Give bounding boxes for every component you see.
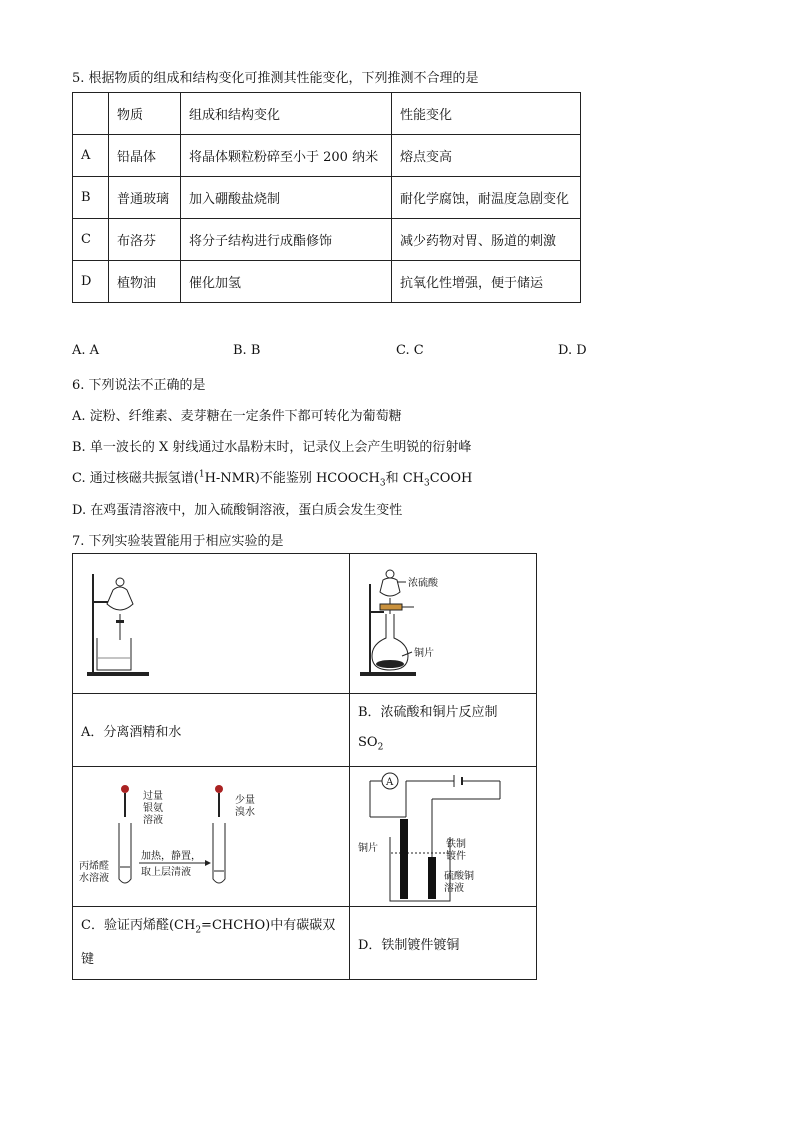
q7-option-a[interactable]: A．分离酒精和水 <box>73 694 350 767</box>
q5-stem: 5. 根据物质的组成和结构变化可推测其性能变化，下列推测不合理的是 <box>72 71 479 86</box>
table-cell: C <box>73 219 109 261</box>
table-header-cell: 性能变化 <box>392 93 581 135</box>
table-cell: 普通玻璃 <box>109 177 181 219</box>
table-cell: 耐化学腐蚀，耐温度急剧变化 <box>392 177 581 219</box>
q6-stem: 6. 下列说法不正确的是 <box>72 378 206 393</box>
q6-c-text: 和 CH <box>385 471 425 486</box>
table-cell: D <box>73 261 109 303</box>
table-cell: 加入硼酸盐烧制 <box>181 177 392 219</box>
q7-stem: 7. 下列实验装置能用于相应实验的是 <box>72 534 284 549</box>
fig-d-cu: 铜片 <box>358 843 378 854</box>
table-row <box>73 177 581 219</box>
table-header-cell: 物质 <box>109 93 181 135</box>
table-row <box>73 261 581 303</box>
table-header-cell <box>73 93 109 135</box>
q7-figure-a-cell <box>73 554 350 694</box>
electroplating-figure <box>350 767 536 902</box>
fig-c-l2: 银氨 <box>143 803 163 814</box>
fig-c-b1: 丙烯醛 <box>79 861 109 872</box>
q7-figure-c-cell <box>73 767 350 907</box>
fig-c-a1: 加热，静置， <box>141 851 201 862</box>
q6-c-text: COOH <box>429 471 473 486</box>
fig-d-fe2: 镀件 <box>446 851 466 862</box>
q5-option-d[interactable]: D. D <box>558 343 587 358</box>
table-cell: 抗氧化性增强，便于储运 <box>392 261 581 303</box>
fig-c-r1: 少量 <box>235 795 255 806</box>
q7-table <box>72 553 537 980</box>
q5-option-a[interactable]: A. A <box>72 343 100 358</box>
table-row <box>73 219 581 261</box>
q7-figure-b-cell <box>350 554 537 694</box>
q7-c-line1 <box>81 911 341 946</box>
q6-c-sub: 3 <box>379 478 386 489</box>
table-cell: 将晶体颗粒粉碎至小于 200 纳米 <box>181 135 392 177</box>
fig-c-l1: 过量 <box>143 791 163 802</box>
q6-option-a[interactable]: A. 淀粉、纤维素、麦芽糖在一定条件下都可转化为葡萄糖 <box>72 409 402 424</box>
q7-c-text: =CHCHO)中有碳碳双 <box>201 917 336 933</box>
table-cell: 布洛芬 <box>109 219 181 261</box>
table-header-cell: 组成和结构变化 <box>181 93 392 135</box>
q6-c-sup: 1 <box>198 469 205 480</box>
q7-b-formula: SO <box>358 734 378 750</box>
fig-d-meter: A <box>386 777 394 788</box>
q5-option-b[interactable]: B. B <box>233 343 261 358</box>
q7-option-b[interactable] <box>350 694 537 767</box>
fig-b-acid-label: 浓硫酸 <box>408 578 438 589</box>
table-cell: 将分子结构进行成酯修饰 <box>181 219 392 261</box>
q7-c-sub: 2 <box>195 925 202 936</box>
q7-option-d[interactable]: D．铁制镀件镀铜 <box>350 907 537 980</box>
table-cell: 催化加氢 <box>181 261 392 303</box>
q5-table <box>72 92 581 303</box>
q6-option-c[interactable] <box>72 467 472 489</box>
q7-c-text: C．验证丙烯醛(CH <box>81 917 196 933</box>
fig-c-b2: 水溶液 <box>79 873 109 884</box>
table-cell: 熔点变高 <box>392 135 581 177</box>
table-cell: 铅晶体 <box>109 135 181 177</box>
fig-b-copper-label: 铜片 <box>414 648 434 659</box>
fig-d-fe1: 铁制 <box>446 839 466 850</box>
fig-c-r2: 溴水 <box>235 807 255 818</box>
table-cell: B <box>73 177 109 219</box>
table-header-row <box>73 93 581 135</box>
test-tube-figure <box>73 767 349 902</box>
table-cell: A <box>73 135 109 177</box>
q7-option-c[interactable] <box>73 907 350 980</box>
q7-b-sub: 2 <box>377 742 384 753</box>
fig-c-a2: 取上层清液 <box>141 867 191 878</box>
separatory-funnel-figure <box>73 554 349 689</box>
fig-c-l3: 溶液 <box>143 815 163 826</box>
q7-b-line2 <box>358 728 528 763</box>
fig-d-s2: 溶液 <box>444 883 464 894</box>
copper-acid-figure <box>350 554 536 689</box>
table-cell: 减少药物对胃、肠道的刺激 <box>392 219 581 261</box>
fig-d-s1: 硫酸铜 <box>444 871 474 882</box>
q7-figure-d-cell <box>350 767 537 907</box>
q6-option-b[interactable]: B. 单一波长的 X 射线通过水晶粉末时，记录仪上会产生明锐的衍射峰 <box>72 440 472 455</box>
q7-c-line2: 键 <box>81 952 95 968</box>
table-cell: 植物油 <box>109 261 181 303</box>
q6-c-text: C. 通过核磁共振氢谱( <box>72 471 199 486</box>
q6-c-sub: 3 <box>424 478 430 489</box>
table-row <box>73 135 581 177</box>
q7-b-line1: B．浓硫酸和铜片反应制 <box>358 704 498 720</box>
q5-option-c[interactable]: C. C <box>396 343 424 358</box>
q6-c-text: H-NMR)不能鉴别 HCOOCH <box>204 471 380 486</box>
q6-option-d[interactable]: D. 在鸡蛋清溶液中，加入硫酸铜溶液，蛋白质会发生变性 <box>72 503 403 518</box>
